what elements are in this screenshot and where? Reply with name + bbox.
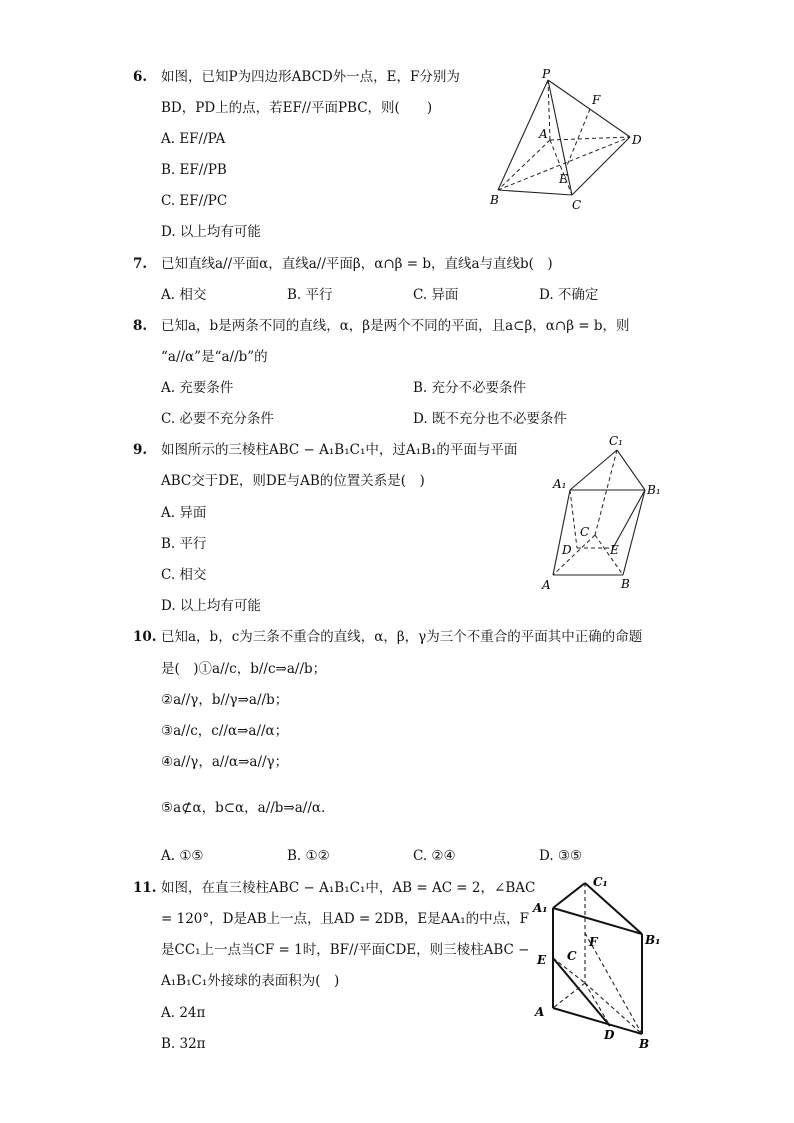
question-stem: 如图，已知P为四边形ABCD外一点，E，F分别为 xyxy=(161,69,460,85)
option-d: D. 既不充分也不必要条件 xyxy=(413,411,567,427)
pyramid-figure xyxy=(480,62,660,222)
question-number: 11. xyxy=(133,880,157,896)
vertex-label: B xyxy=(639,1037,650,1051)
question-stem: 已知a，b是两条不同的直线，α，β是两个不同的平面，且a⊂β，α∩β = b，则 xyxy=(161,318,630,334)
option-a: A. EF//PA xyxy=(161,131,226,147)
statement-3: ③a//c，c//α⇒a//α； xyxy=(161,723,289,739)
option-c: C. ②④ xyxy=(413,848,456,864)
option-d: D. 以上均有可能 xyxy=(161,598,261,614)
prism-figure xyxy=(535,432,675,597)
question-stem: 是CC₁上一点当CF = 1时，BF//平面CDE，则三棱柱ABC − xyxy=(161,942,530,958)
vertex-label: D xyxy=(632,133,642,147)
option-d: D. ③⑤ xyxy=(539,848,583,864)
vertex-label: B₁ xyxy=(647,483,661,497)
statement-5: ⑤a⊄α，b⊂α，a//b⇒a//α. xyxy=(161,800,326,816)
vertex-label: F xyxy=(589,935,598,949)
question-number: 10. xyxy=(133,629,157,645)
question-stem: 如图，在直三棱柱ABC − A₁B₁C₁中，AB = AC = 2，∠BAC xyxy=(161,880,536,896)
option-b: B. EF//PB xyxy=(161,162,227,178)
vertex-label: A xyxy=(542,578,551,592)
vertex-label: D xyxy=(604,1028,615,1042)
vertex-label: C₁ xyxy=(593,875,608,889)
option-a: A. 充要条件 xyxy=(161,380,234,396)
option-a: A. 24π xyxy=(161,1005,206,1021)
question-stem: BD，PD上的点，若EF//平面PBC，则( ) xyxy=(161,100,433,116)
vertex-label: B xyxy=(490,193,499,207)
question-stem: A₁B₁C₁外接球的表面积为( ) xyxy=(161,973,340,989)
option-c: C. 异面 xyxy=(413,287,459,303)
question-number: 7. xyxy=(133,256,148,272)
question-stem: = 120°，D是AB上一点，且AD = 2DB，E是AA₁的中点，F xyxy=(161,911,530,927)
question-number: 9. xyxy=(133,442,148,458)
option-b: B. 平行 xyxy=(161,536,207,552)
vertex-label: C xyxy=(567,949,577,963)
vertex-label: D xyxy=(562,543,572,557)
question-stem: 已知a，b，c为三条不重合的直线，α，β，γ为三个不重合的平面其中正确的命题 xyxy=(161,629,643,645)
vertex-label: P xyxy=(542,67,551,81)
vertex-label: F xyxy=(592,93,601,107)
question-stem: ABC交于DE，则DE与AB的位置关系是( ) xyxy=(161,473,425,489)
question-number: 8. xyxy=(133,318,148,334)
vertex-label: A xyxy=(539,127,548,141)
vertex-label: B₁ xyxy=(645,933,661,947)
vertex-label: A xyxy=(535,1005,545,1019)
option-b: B. 充分不必要条件 xyxy=(413,380,527,396)
vertex-label: C xyxy=(580,525,590,539)
option-c: C. EF//PC xyxy=(161,193,228,209)
vertex-label: A₁ xyxy=(553,477,567,491)
statement-4: ④a//γ，a//α⇒a//γ； xyxy=(161,754,289,770)
option-a: A. 异面 xyxy=(161,505,207,521)
option-d: D. 不确定 xyxy=(539,287,599,303)
vertex-label: C₁ xyxy=(609,434,623,448)
option-b: B. 32π xyxy=(161,1036,206,1052)
question-number: 6. xyxy=(133,69,148,85)
question-stem: “a//α”是“a//b”的 xyxy=(161,349,268,365)
prism-figure xyxy=(525,868,675,1053)
option-a: A. ①⑤ xyxy=(161,848,204,864)
option-c: C. 必要不充分条件 xyxy=(161,411,274,427)
statement-2: ②a//γ，b//γ⇒a//b； xyxy=(161,692,289,708)
vertex-label: A₁ xyxy=(533,901,548,915)
option-b: B. ①② xyxy=(287,848,330,864)
vertex-label: E xyxy=(610,543,619,557)
vertex-label: B xyxy=(621,577,630,591)
vertex-label: E xyxy=(537,953,547,967)
vertex-label: E xyxy=(559,172,568,186)
option-c: C. 相交 xyxy=(161,567,207,583)
option-b: B. 平行 xyxy=(287,287,333,303)
question-stem: 是( )①a//c，b//c⇒a//b； xyxy=(161,661,327,677)
question-stem: 如图所示的三棱柱ABC − A₁B₁C₁中，过A₁B₁的平面与平面 xyxy=(161,442,518,458)
vertex-label: C xyxy=(572,198,582,212)
option-d: D. 以上均有可能 xyxy=(161,224,261,240)
option-a: A. 相交 xyxy=(161,287,207,303)
question-stem: 已知直线a//平面α，直线a//平面β，α∩β = b，直线a与直线b( ) xyxy=(161,256,553,272)
